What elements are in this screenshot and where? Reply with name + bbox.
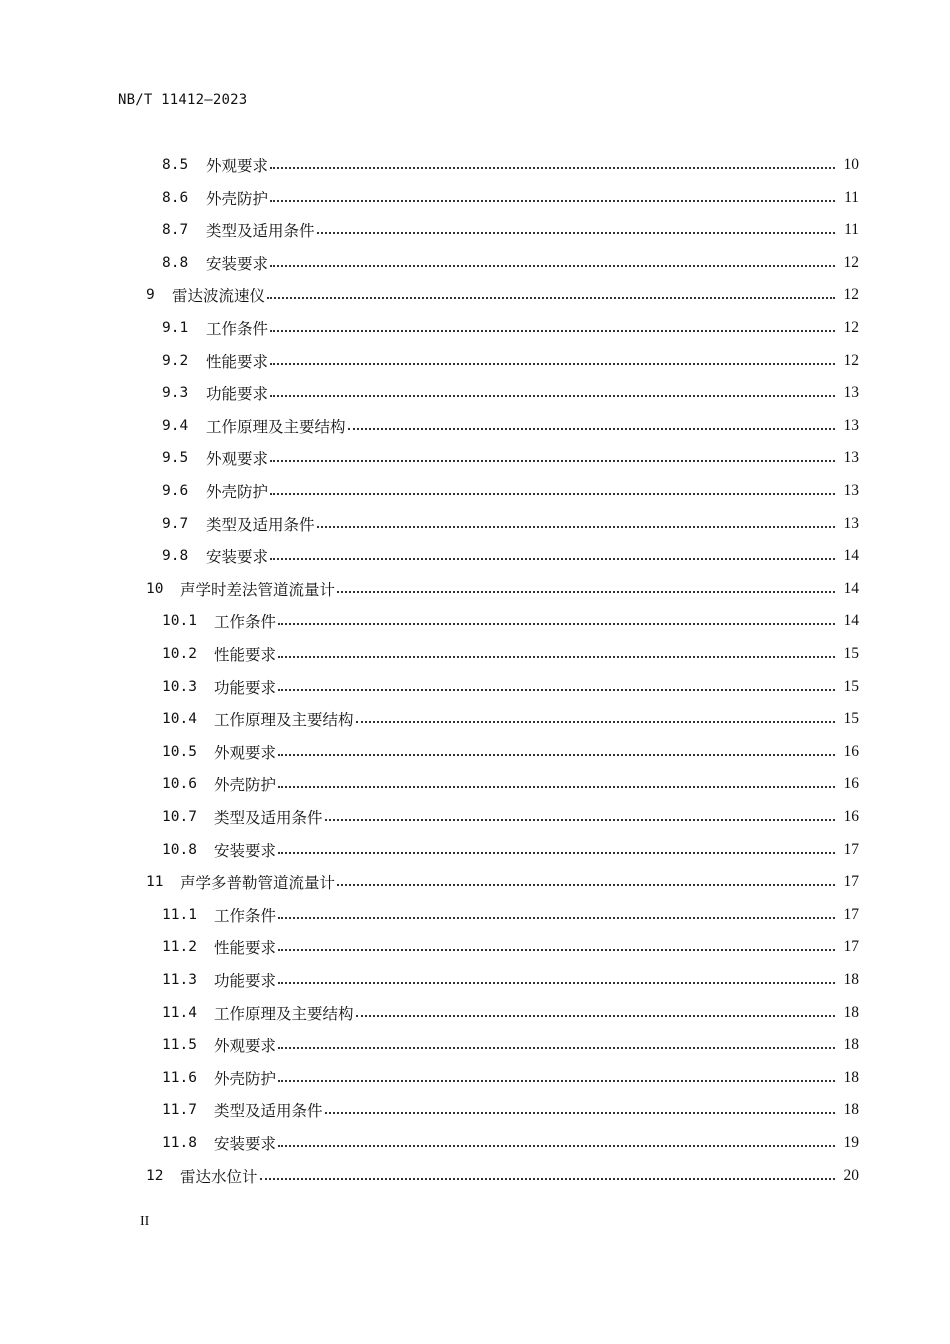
toc-entry-title: 安装要求 xyxy=(206,548,269,567)
toc-entry[interactable] xyxy=(162,315,859,341)
toc-dot-leader xyxy=(270,265,835,267)
toc-dot-leader xyxy=(260,1178,835,1180)
toc-entry-number: 10.7 xyxy=(162,809,197,825)
toc-entry[interactable] xyxy=(162,413,859,439)
toc-dot-leader xyxy=(325,1112,835,1114)
toc-entry-number: 8.7 xyxy=(162,222,189,239)
toc-dot-leader xyxy=(356,721,835,723)
toc-entry-number: 11.4 xyxy=(162,1004,197,1021)
toc-entry-page: 14 xyxy=(843,547,859,565)
toc-entry-page: 19 xyxy=(843,1134,859,1151)
toc-entry-page: 13 xyxy=(843,384,859,402)
toc-entry[interactable] xyxy=(162,478,859,504)
toc-entry-page: 18 xyxy=(843,1101,859,1119)
toc-entry-number: 9.1 xyxy=(162,320,189,336)
toc-dot-leader xyxy=(278,852,835,854)
toc-entry-title: 工作原理及主要结构 xyxy=(214,1004,354,1023)
toc-dot-leader xyxy=(317,232,835,234)
toc-entry-number: 10.2 xyxy=(162,646,197,662)
toc-dot-leader xyxy=(270,395,835,397)
standard-number-header: NB/T 11412—2023 xyxy=(118,92,248,108)
toc-entry-title: 工作条件 xyxy=(214,906,277,925)
toc-entry-number: 11.2 xyxy=(162,939,197,956)
toc-entry[interactable] xyxy=(162,445,859,471)
toc-dot-leader xyxy=(325,819,835,821)
toc-entry-title: 声学时差法管道流量计 xyxy=(180,580,336,599)
toc-entry-page: 10 xyxy=(843,156,859,173)
toc-dot-leader xyxy=(278,917,835,919)
toc-entry-title: 外壳防护 xyxy=(206,483,269,501)
toc-entry-page: 11 xyxy=(844,221,859,239)
toc-entry[interactable] xyxy=(162,1032,859,1058)
toc-entry-number: 11.8 xyxy=(162,1135,197,1151)
toc-entry[interactable] xyxy=(162,608,859,634)
toc-dot-leader xyxy=(278,1047,835,1049)
toc-entry-title: 声学多普勒管道流量计 xyxy=(180,874,336,893)
toc-entry-page: 18 xyxy=(843,1003,859,1021)
toc-dot-leader xyxy=(270,363,835,365)
toc-entry-title: 功能要求 xyxy=(214,678,277,697)
toc-entry[interactable] xyxy=(162,250,859,276)
toc-entry[interactable] xyxy=(162,902,859,928)
toc-dot-leader xyxy=(278,1145,835,1147)
toc-dot-leader xyxy=(270,460,835,462)
toc-entry-title: 类型及适用条件 xyxy=(214,1102,323,1121)
toc-entry-number: 11.1 xyxy=(162,906,197,923)
toc-entry-title: 安装要求 xyxy=(214,841,277,860)
toc-entry-number: 9.2 xyxy=(162,352,189,369)
toc-entry[interactable] xyxy=(146,869,859,895)
toc-entry-page: 20 xyxy=(843,1166,859,1184)
toc-dot-leader xyxy=(278,689,835,691)
toc-entry-title: 工作原理及主要结构 xyxy=(206,417,346,436)
toc-dot-leader xyxy=(278,754,835,756)
toc-entry-page: 16 xyxy=(843,775,859,793)
toc-dot-leader xyxy=(356,1015,835,1017)
toc-entry-page: 15 xyxy=(843,677,859,695)
toc-entry[interactable] xyxy=(162,152,859,178)
toc-dot-leader xyxy=(270,167,835,169)
toc-dot-leader xyxy=(270,558,835,560)
toc-entry-page: 14 xyxy=(843,612,859,630)
toc-dot-leader xyxy=(278,786,835,788)
toc-entry-number: 11.7 xyxy=(162,1102,197,1119)
toc-entry[interactable] xyxy=(162,641,859,667)
toc-entry-number: 10 xyxy=(146,580,164,597)
toc-entry-page: 18 xyxy=(843,1036,859,1054)
toc-entry[interactable] xyxy=(162,185,859,211)
toc-entry[interactable] xyxy=(162,706,859,732)
toc-entry[interactable] xyxy=(162,967,859,993)
toc-entry-title: 外观要求 xyxy=(214,743,277,762)
toc-entry-page: 15 xyxy=(843,710,859,728)
toc-entry-number: 8.6 xyxy=(162,189,189,206)
toc-dot-leader xyxy=(270,200,835,202)
toc-entry-page: 12 xyxy=(843,351,859,369)
toc-entry[interactable] xyxy=(162,1065,859,1091)
toc-entry[interactable] xyxy=(162,348,859,374)
toc-entry-number: 9.8 xyxy=(162,548,189,565)
toc-entry[interactable] xyxy=(146,282,859,308)
toc-entry-title: 性能要求 xyxy=(214,646,277,664)
toc-dot-leader xyxy=(317,526,835,528)
page-number-footer: II xyxy=(140,1214,150,1229)
toc-entry[interactable] xyxy=(162,674,859,700)
toc-entry-title: 工作条件 xyxy=(214,613,277,632)
toc-dot-leader xyxy=(337,884,835,886)
toc-entry-number: 11.6 xyxy=(162,1069,197,1086)
toc-entry-title: 外观要求 xyxy=(206,450,269,469)
toc-dot-leader xyxy=(278,623,835,625)
toc-dot-leader xyxy=(270,330,835,332)
toc-entry-title: 外壳防护 xyxy=(214,1069,277,1088)
toc-entry[interactable] xyxy=(146,1163,859,1189)
toc-entry-page: 14 xyxy=(843,579,859,597)
toc-entry-number: 9.6 xyxy=(162,483,189,499)
toc-entry-page: 15 xyxy=(843,645,859,662)
toc-entry-page: 12 xyxy=(843,253,859,271)
toc-entry-number: 10.6 xyxy=(162,776,197,793)
toc-entry-title: 类型及适用条件 xyxy=(214,809,323,827)
toc-entry-number: 9 xyxy=(146,287,155,304)
toc-entry-number: 8.8 xyxy=(162,254,189,271)
toc-entry-number: 8.5 xyxy=(162,157,189,173)
toc-entry[interactable] xyxy=(146,576,859,602)
toc-entry-number: 11.5 xyxy=(162,1037,197,1054)
toc-entry-title: 工作原理及主要结构 xyxy=(214,711,354,730)
toc-entry[interactable] xyxy=(162,934,859,960)
toc-entry[interactable] xyxy=(162,837,859,863)
toc-entry-title: 安装要求 xyxy=(206,254,269,273)
toc-entry[interactable] xyxy=(162,380,859,406)
toc-entry-page: 11 xyxy=(844,188,859,206)
toc-entry[interactable] xyxy=(162,804,859,830)
toc-entry-page: 13 xyxy=(843,416,859,434)
toc-entry-title: 类型及适用条件 xyxy=(206,222,315,241)
toc-dot-leader xyxy=(270,493,835,495)
toc-entry-page: 17 xyxy=(843,905,859,923)
toc-entry-number: 9.5 xyxy=(162,450,189,467)
toc-entry-page: 13 xyxy=(843,449,859,467)
toc-entry-title: 外观要求 xyxy=(206,157,269,175)
toc-entry-title: 工作条件 xyxy=(206,320,269,338)
toc-entry-title: 雷达水位计 xyxy=(180,1167,258,1186)
toc-entry-number: 11 xyxy=(146,874,164,891)
toc-entry-number: 10.5 xyxy=(162,743,197,760)
toc-entry[interactable] xyxy=(162,217,859,243)
toc-entry-title: 外观要求 xyxy=(214,1037,277,1056)
toc-entry-page: 16 xyxy=(843,742,859,760)
toc-entry-title: 功能要求 xyxy=(206,385,269,404)
toc-entry-title: 功能要求 xyxy=(214,972,277,990)
toc-entry-title: 外壳防护 xyxy=(206,189,269,208)
toc-entry-number: 12 xyxy=(146,1167,164,1184)
toc-entry-page: 16 xyxy=(843,808,859,825)
toc-entry-page: 12 xyxy=(843,286,859,304)
toc-dot-leader xyxy=(337,591,835,593)
toc-entry-number: 9.7 xyxy=(162,515,189,532)
toc-entry[interactable] xyxy=(162,1097,859,1123)
toc-entry-page: 17 xyxy=(843,840,859,858)
toc-dot-leader xyxy=(278,656,835,658)
toc-entry-number: 11.3 xyxy=(162,972,197,988)
toc-dot-leader xyxy=(267,297,835,299)
toc-dot-leader xyxy=(278,949,835,951)
toc-dot-leader xyxy=(348,428,835,430)
toc-entry-number: 10.3 xyxy=(162,678,197,695)
toc-entry-page: 13 xyxy=(843,514,859,532)
toc-entry-page: 18 xyxy=(843,1068,859,1086)
toc-entry-page: 13 xyxy=(843,482,859,499)
toc-entry-number: 10.1 xyxy=(162,613,197,630)
toc-dot-leader xyxy=(278,1080,835,1082)
toc-entry-number: 10.4 xyxy=(162,711,197,728)
toc-entry-number: 9.3 xyxy=(162,385,189,402)
toc-entry-title: 外壳防护 xyxy=(214,776,277,795)
toc-entry-number: 10.8 xyxy=(162,841,197,858)
toc-entry-title: 性能要求 xyxy=(206,352,269,371)
toc-entry[interactable] xyxy=(162,511,859,537)
toc-dot-leader xyxy=(278,982,835,984)
toc-entry-title: 性能要求 xyxy=(214,939,277,958)
toc-entry-page: 17 xyxy=(843,873,859,891)
toc-entry[interactable] xyxy=(162,543,859,569)
toc-entry-page: 17 xyxy=(843,938,859,956)
toc-entry[interactable] xyxy=(162,1000,859,1026)
toc-entry-number: 9.4 xyxy=(162,417,189,434)
toc-entry-title: 雷达波流速仪 xyxy=(172,287,266,306)
toc-entry-page: 18 xyxy=(843,971,859,988)
toc-entry-title: 安装要求 xyxy=(214,1135,277,1153)
toc-entry-title: 类型及适用条件 xyxy=(206,515,315,534)
toc-entry[interactable] xyxy=(162,771,859,797)
toc-entry-page: 12 xyxy=(843,319,859,336)
toc-entry[interactable] xyxy=(162,739,859,765)
toc-entry[interactable] xyxy=(162,1130,859,1156)
